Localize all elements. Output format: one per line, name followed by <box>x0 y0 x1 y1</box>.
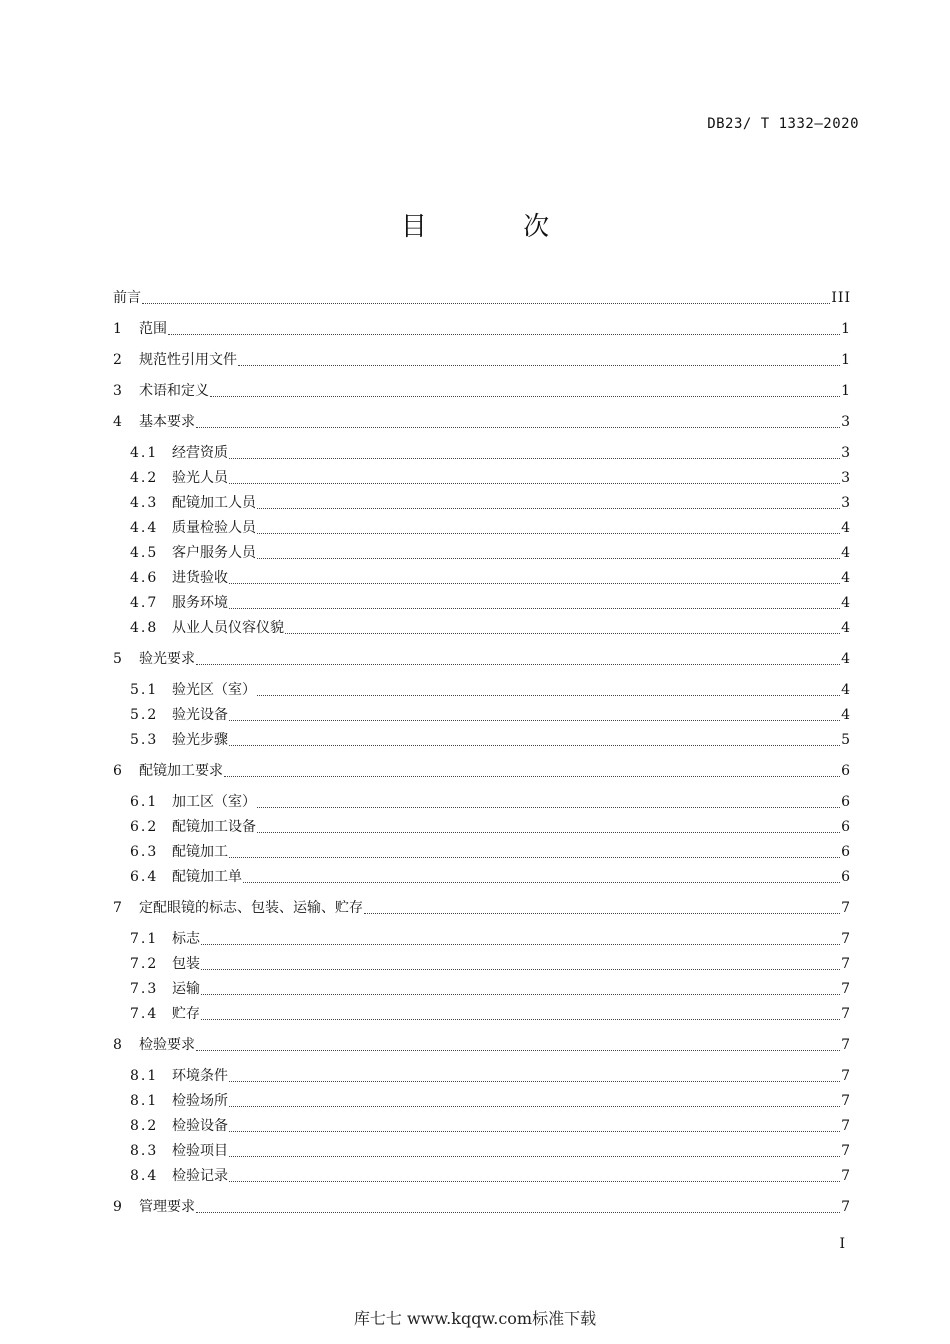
toc-entry[interactable] <box>130 842 851 862</box>
toc-entry-label: 验光步骤 <box>172 732 228 748</box>
toc-entry-label: 检验记录 <box>172 1168 228 1184</box>
toc-entry-label: 加工区（室） <box>172 794 256 810</box>
toc-entry-label: 配镜加工单 <box>172 869 242 885</box>
toc-entry-page: 3 <box>841 470 851 486</box>
toc-entry-label: 配镜加工人员 <box>172 495 256 511</box>
toc-dot-leader <box>229 1131 840 1132</box>
toc-entry[interactable] <box>130 593 851 613</box>
toc-dot-leader <box>201 969 840 970</box>
toc-entry-number: 4.8 <box>130 620 159 636</box>
toc-entry-number: 7 <box>113 900 122 916</box>
toc-entry-number: 7.2 <box>130 956 159 972</box>
toc-entry[interactable] <box>113 288 851 308</box>
toc-entry-page: 1 <box>841 383 851 399</box>
toc-entry-label: 包装 <box>172 956 200 972</box>
toc-dot-leader <box>285 633 840 634</box>
toc-entry-number: 5 <box>113 651 122 667</box>
toc-entry-number: 7.3 <box>130 981 159 997</box>
toc-entry-page: 4 <box>841 545 851 561</box>
toc-entry[interactable] <box>113 898 851 918</box>
toc-entry[interactable] <box>130 543 851 563</box>
toc-entry[interactable] <box>113 381 851 401</box>
toc-entry-number: 8.1 <box>130 1093 159 1109</box>
toc-entry[interactable] <box>130 1116 851 1136</box>
toc-dot-leader <box>224 776 840 777</box>
toc-dot-leader <box>257 832 840 833</box>
toc-entry-label: 检验要求 <box>139 1037 195 1053</box>
toc-entry-number: 5.1 <box>130 682 159 698</box>
toc-entry-page: 7 <box>841 1118 851 1134</box>
toc-entry[interactable] <box>130 1141 851 1161</box>
toc-entry-page: 4 <box>841 595 851 611</box>
toc-entry-page: 7 <box>841 1006 851 1022</box>
toc-entry-label: 验光要求 <box>139 651 195 667</box>
toc-entry[interactable] <box>130 730 851 750</box>
toc-entry-label: 贮存 <box>172 1006 200 1022</box>
toc-entry-page: 7 <box>841 1093 851 1109</box>
toc-entry-page: 7 <box>841 1037 851 1053</box>
toc-entry[interactable] <box>130 568 851 588</box>
toc-entry-number: 4.1 <box>130 445 159 461</box>
toc-dot-leader <box>238 365 840 366</box>
toc-entry[interactable] <box>130 618 851 638</box>
toc-entry-page: 7 <box>841 1143 851 1159</box>
toc-entry-page: 7 <box>841 956 851 972</box>
toc-dot-leader <box>229 483 840 484</box>
toc-entry-page: 5 <box>841 732 851 748</box>
toc-dot-leader <box>201 944 840 945</box>
toc-entry-number: 8.3 <box>130 1143 159 1159</box>
toc-dot-leader <box>168 334 840 335</box>
toc-entry[interactable] <box>130 1166 851 1186</box>
toc-entry-label: 前言 <box>113 290 141 306</box>
toc-entry[interactable] <box>130 867 851 887</box>
toc-entry-page: 7 <box>841 1199 851 1215</box>
toc-entry[interactable] <box>130 680 851 700</box>
toc-entry-number: 4.3 <box>130 495 159 511</box>
toc-entry[interactable] <box>130 518 851 538</box>
toc-entry-label: 基本要求 <box>139 414 195 430</box>
toc-entry-number: 8.2 <box>130 1118 159 1134</box>
toc-entry-number: 9 <box>113 1199 122 1215</box>
toc-entry[interactable] <box>130 929 851 949</box>
toc-entry[interactable] <box>130 1091 851 1111</box>
toc-entry-number: 7.4 <box>130 1006 159 1022</box>
toc-dot-leader <box>229 857 840 858</box>
toc-entry-number: 6.1 <box>130 794 159 810</box>
toc-entry-number: 6 <box>113 763 122 779</box>
toc-entry-page: 3 <box>841 414 851 430</box>
toc-entry-page: 6 <box>841 844 851 860</box>
toc-entry-page: 6 <box>841 819 851 835</box>
toc-entry[interactable] <box>113 319 851 339</box>
toc-entry[interactable] <box>130 979 851 999</box>
toc-dot-leader <box>229 745 840 746</box>
toc-entry-page: 1 <box>841 321 851 337</box>
toc-entry-page: 6 <box>841 763 851 779</box>
toc-entry-label: 术语和定义 <box>139 383 209 399</box>
toc-dot-leader <box>196 1050 840 1051</box>
toc-dot-leader <box>229 608 840 609</box>
toc-entry-number: 5.3 <box>130 732 159 748</box>
toc-entry-page: 6 <box>841 869 851 885</box>
toc-dot-leader <box>229 1106 840 1107</box>
toc-dot-leader <box>201 994 840 995</box>
toc-dot-leader <box>196 664 840 665</box>
toc-entry-page: 3 <box>841 495 851 511</box>
toc-entry-label: 检验项目 <box>172 1143 228 1159</box>
toc-entry-page: 4 <box>841 707 851 723</box>
toc-entry-label: 配镜加工 <box>172 844 228 860</box>
toc-dot-leader <box>257 533 840 534</box>
toc-dot-leader <box>229 1156 840 1157</box>
toc-entry-label: 从业人员仪容仪貌 <box>172 620 284 636</box>
toc-entry-number: 4.4 <box>130 520 159 536</box>
toc-title: 目 次 <box>400 212 594 242</box>
toc-entry-page: 4 <box>841 682 851 698</box>
toc-entry[interactable] <box>113 761 851 781</box>
toc-entry-page: 4 <box>841 620 851 636</box>
toc-entry-page: 3 <box>841 445 851 461</box>
toc-entry-number: 6.4 <box>130 869 159 885</box>
toc-entry[interactable] <box>113 1197 851 1217</box>
toc-entry-label: 进货验收 <box>172 570 228 586</box>
toc-entry[interactable] <box>130 705 851 725</box>
toc-dot-leader <box>201 1019 840 1020</box>
toc-entry[interactable] <box>130 443 851 463</box>
toc-dot-leader <box>229 1181 840 1182</box>
toc-entry-page: 6 <box>841 794 851 810</box>
toc-entry-number: 8.4 <box>130 1168 159 1184</box>
toc-entry-label: 客户服务人员 <box>172 545 256 561</box>
toc-entry-number: 6.3 <box>130 844 159 860</box>
toc-dot-leader <box>243 882 840 883</box>
toc-entry-label: 检验场所 <box>172 1093 228 1109</box>
toc-entry[interactable] <box>130 817 851 837</box>
toc-dot-leader <box>257 558 840 559</box>
document-code: DB23/ T 1332—2020 <box>707 116 859 132</box>
toc-entry-number: 5.2 <box>130 707 159 723</box>
toc-entry-label: 服务环境 <box>172 595 228 611</box>
toc-entry-number: 4.6 <box>130 570 159 586</box>
toc-entry-label: 验光人员 <box>172 470 228 486</box>
toc-entry-page: 7 <box>841 1168 851 1184</box>
toc-entry-page: 7 <box>841 900 851 916</box>
toc-entry-number: 3 <box>113 383 122 399</box>
toc-entry-number: 2 <box>113 352 122 368</box>
toc-entry-number: 8.1 <box>130 1068 159 1084</box>
toc-entry-label: 规范性引用文件 <box>139 352 237 368</box>
toc-entry-label: 检验设备 <box>172 1118 228 1134</box>
toc-dot-leader <box>229 583 840 584</box>
toc-dot-leader <box>257 807 840 808</box>
toc-entry-label: 配镜加工要求 <box>139 763 223 779</box>
page-number: I <box>839 1236 845 1252</box>
toc-entry-page: III <box>831 290 851 306</box>
toc-dot-leader <box>229 720 840 721</box>
toc-entry[interactable] <box>130 954 851 974</box>
toc-entry[interactable] <box>130 468 851 488</box>
toc-dot-leader <box>229 1081 840 1082</box>
toc-entry[interactable] <box>113 350 851 370</box>
toc-dot-leader <box>196 1212 840 1213</box>
toc-entry-number: 4 <box>113 414 122 430</box>
toc-entry[interactable] <box>113 412 851 432</box>
toc-entry-label: 定配眼镜的标志、包装、运输、贮存 <box>139 900 363 916</box>
toc-entry-label: 经营资质 <box>172 445 228 461</box>
toc-entry-label: 范围 <box>139 321 167 337</box>
toc-entry[interactable] <box>130 792 851 812</box>
toc-entry-page: 4 <box>841 651 851 667</box>
toc-entry[interactable] <box>113 1035 851 1055</box>
toc-dot-leader <box>229 458 840 459</box>
toc-entry-number: 8 <box>113 1037 122 1053</box>
toc-dot-leader <box>142 303 830 304</box>
toc-dot-leader <box>257 508 840 509</box>
toc-entry-label: 配镜加工设备 <box>172 819 256 835</box>
toc-entry[interactable] <box>113 649 851 669</box>
toc-entry-number: 1 <box>113 321 122 337</box>
toc-entry-label: 质量检验人员 <box>172 520 256 536</box>
toc-entry-page: 1 <box>841 352 851 368</box>
toc-entry-label: 管理要求 <box>139 1199 195 1215</box>
toc-entry[interactable] <box>130 493 851 513</box>
toc-entry-page: 7 <box>841 931 851 947</box>
toc-entry[interactable] <box>130 1066 851 1086</box>
toc-entry-number: 4.5 <box>130 545 159 561</box>
toc-dot-leader <box>364 913 840 914</box>
toc-entry-page: 4 <box>841 520 851 536</box>
toc-entry-page: 7 <box>841 1068 851 1084</box>
toc-dot-leader <box>210 396 840 397</box>
toc-entry-label: 环境条件 <box>172 1068 228 1084</box>
toc-entry-number: 7.1 <box>130 931 159 947</box>
toc-entry-number: 6.2 <box>130 819 159 835</box>
toc-entry-page: 7 <box>841 981 851 997</box>
watermark: 库七七 www.kqqw.com标准下载 <box>353 1309 597 1328</box>
toc-entry-page: 4 <box>841 570 851 586</box>
toc-dot-leader <box>196 427 840 428</box>
toc-entry-label: 运输 <box>172 981 200 997</box>
toc-dot-leader <box>257 695 840 696</box>
toc-entry-number: 4.7 <box>130 595 159 611</box>
toc-entry-label: 验光设备 <box>172 707 228 723</box>
toc-entry-label: 标志 <box>172 931 200 947</box>
toc-entry[interactable] <box>130 1004 851 1024</box>
toc-entry-label: 验光区（室） <box>172 682 256 698</box>
toc-entry-number: 4.2 <box>130 470 159 486</box>
